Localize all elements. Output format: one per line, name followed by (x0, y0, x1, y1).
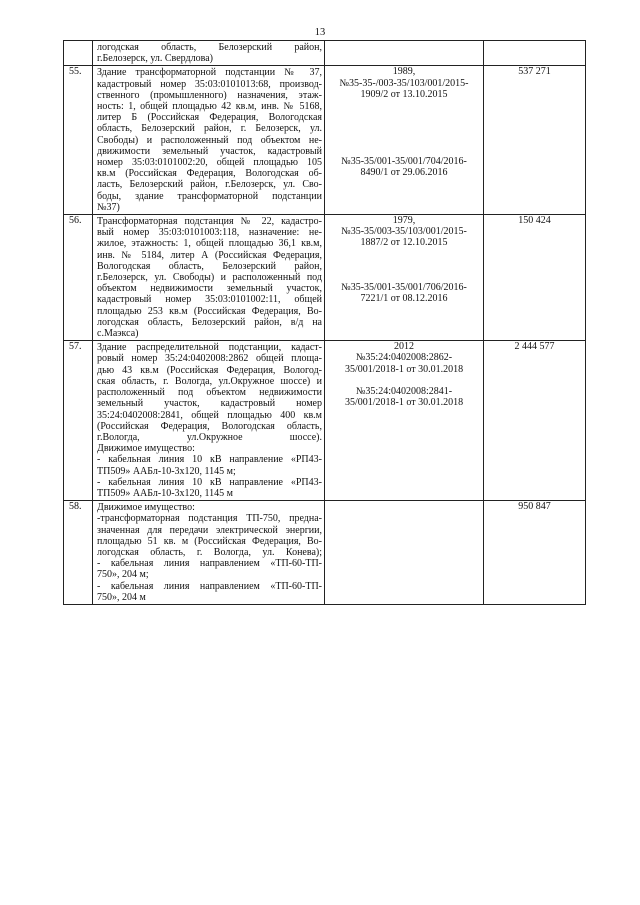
registration-line: 35/001/2018-1 от 30.01.2018 (344, 363, 464, 375)
description-line: земельный участок, кадастровый номер (97, 398, 322, 410)
row-number: 58. (64, 501, 93, 605)
description-line: - кабельная линия 10 кВ направление «РП43- (97, 476, 322, 488)
registration-line: №35-35-/003-35/103/001/2015- (339, 77, 469, 89)
registration-line (327, 100, 481, 111)
description-line: г.Белозерск, ул. Свердлова) (97, 53, 213, 65)
description-line: логодская область, г. Вологда, ул. Конева); (97, 546, 322, 558)
description-line: боды, здание трансформаторной подстанции (97, 190, 322, 202)
registration-line (327, 134, 481, 145)
property-value: 537 271 (484, 66, 586, 215)
registration-line: №35-35/001-35/001/704/2016- (341, 156, 467, 168)
description-line: - кабельная линия направлением «ТП-60-ТП- (97, 558, 322, 570)
description-line: расположенный под объектом недвижимости (97, 387, 322, 399)
description-line: кадастровый номер 35:03:0101013:68, производ- (97, 78, 322, 90)
description-line: ровый номер 35:24:0402008:2862 общей площа- (97, 353, 322, 365)
description-line: -трансформаторная подстанция ТП-750, предна- (97, 513, 322, 525)
property-value (484, 41, 586, 66)
description-line: кадастровый номер 35:03:0101002:11, общей (97, 294, 322, 306)
registration-line: 1979, (392, 215, 416, 227)
description-line: Движимое имущество: (97, 443, 195, 455)
registration-line (327, 271, 481, 282)
registration-info (325, 341, 484, 501)
description-line: №37) (97, 201, 120, 213)
registration-line (327, 122, 481, 133)
property-value: 950 847 (484, 501, 586, 605)
registration-info (325, 41, 484, 66)
registration-line (327, 145, 481, 156)
registration-line: 1909/2 от 13.10.2015 (360, 88, 448, 100)
property-description (93, 341, 325, 501)
registration-line: 1989, (392, 66, 416, 78)
property-value: 2 444 577 (484, 341, 586, 501)
description-line: 750», 204 м; (97, 569, 149, 581)
description-line: Вологодская область, Белозерский район, (97, 260, 322, 272)
description-line: с.Маэкса) (97, 328, 139, 340)
property-register-table (63, 40, 586, 605)
description-line: г.Вологда, ул.Окружное шоссе). (97, 431, 322, 443)
description-line: 35:24:0402008:2841, общей площадью 400 кв.м (97, 409, 322, 421)
property-description (93, 41, 325, 66)
registration-line (327, 249, 481, 260)
table-row (64, 341, 586, 501)
row-number (64, 41, 93, 66)
description-line: объектом недвижимости земельный участок, (97, 283, 322, 295)
description-line: инв. № 5184, литер А (Российская Федерация, (97, 249, 322, 261)
property-description (93, 501, 325, 605)
registration-line: №35-35/003-35/103/001/2015- (341, 226, 467, 238)
description-line: дью 43 кв.м (Российская Федерация, Вологод- (97, 364, 322, 376)
description-line: ность: 1, общей площадью 42 кв.м, инв. № 5168, (97, 101, 322, 113)
registration-line: 35/001/2018-1 от 30.01.2018 (344, 397, 464, 409)
registration-info (325, 215, 484, 341)
registration-line: 7221/1 от 08.12.2016 (360, 293, 448, 305)
description-line: жилое, этажность: 1, общей площадью 36,1 кв.м, (97, 238, 322, 250)
description-line: площадью 51 кв. м (Российская Федерация, Во- (97, 535, 322, 547)
description-line: номер 35:03:0101002:20, общей площадью 105 (97, 157, 322, 169)
description-line: - кабельная линия 10 кВ направление «РП43- (97, 454, 322, 466)
row-number: 55. (64, 66, 93, 215)
description-line: г.Белозерск, ул. Свободы) и расположенный под (97, 272, 322, 284)
description-line: вый номер 35:03:0101003:118, назначение: не- (97, 227, 322, 239)
description-line: ская область, г. Вологда, ул.Окружное шоссе) и (97, 375, 322, 387)
registration-line: 1887/2 от 12.10.2015 (360, 237, 448, 249)
page-number: 13 (314, 27, 326, 38)
property-value: 150 424 (484, 215, 586, 341)
registration-info (325, 501, 484, 605)
registration-line: 2012 (394, 341, 414, 353)
description-line: логодская область, Белозерский район, в/д на (97, 316, 322, 328)
description-line: - кабельная линия направлением «ТП-60-ТП- (97, 580, 322, 592)
registration-line: №35-35/001-35/001/706/2016- (341, 282, 467, 294)
row-number: 56. (64, 215, 93, 341)
description-line: ласть, Белозерский район, г.Белозерск, ул. Сво- (97, 179, 322, 191)
description-line: область, Белозерский район, г. Белозерск, ул. (97, 123, 322, 135)
description-line: Здание распределительной подстанции, кадаст- (97, 342, 322, 354)
description-line: (Российская Федерация, Вологодская область, (97, 420, 322, 432)
description-line: ТП509» ААБл-10-3х120, 1145 м (97, 487, 233, 499)
registration-line: №35:24:0402008:2841- (355, 386, 453, 398)
description-line: площадью 253 кв.м (Российская Федерация, Во- (97, 305, 322, 317)
description-line: 750», 204 м (97, 591, 146, 603)
description-line: значенная для передачи электрической энергии, (97, 524, 322, 536)
registration-line (327, 375, 481, 386)
table-row (64, 66, 586, 215)
description-line: кв.м (Российская Федерация, Вологодская об- (97, 168, 322, 180)
property-description (93, 215, 325, 341)
registration-line: №35:24:0402008:2862- (355, 352, 453, 364)
description-line: ственного (промышленного) назначения, этаж- (97, 89, 322, 101)
registration-line (327, 111, 481, 122)
description-line: Свободы) и расположенный под объектом не- (97, 134, 322, 146)
table-row (64, 41, 586, 66)
table-row (64, 501, 586, 605)
table-row (64, 215, 586, 341)
row-number: 57. (64, 341, 93, 501)
description-line: литер Б (Российская Федерация, Вологодская (97, 112, 322, 124)
description-line: Здание трансформаторной подстанции № 37, (97, 67, 322, 79)
registration-info (325, 66, 484, 215)
property-description (93, 66, 325, 215)
description-line: ТП509» ААБл-10-3х120, 1145 м; (97, 465, 236, 477)
registration-line: 8490/1 от 29.06.2016 (360, 167, 448, 179)
description-line: движимости земельный участок, кадастровый (97, 145, 322, 157)
description-line: Трансформаторная подстанция № 22, кадастро- (97, 216, 322, 228)
description-line: логодская область, Белозерский район, (97, 42, 322, 53)
description-line: Движимое имущество: (97, 502, 195, 514)
registration-line (327, 260, 481, 271)
